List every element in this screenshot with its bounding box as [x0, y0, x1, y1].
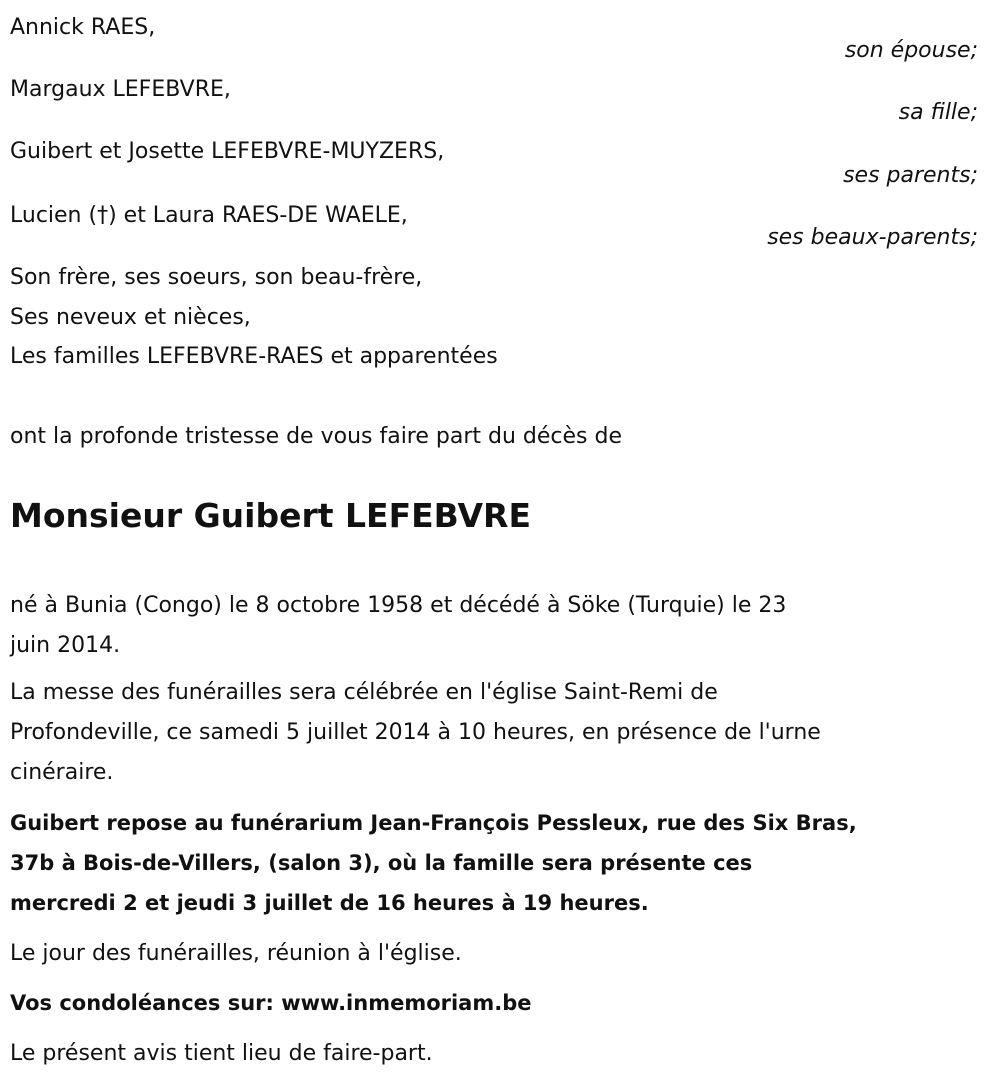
family-relation-3: ses parents;: [843, 163, 978, 188]
family-name-1: Annick RAES,: [10, 15, 156, 40]
text-line: né à Bunia (Congo) le 8 octobre 1958 et décédé à Söke (Turquie) le 23: [10, 593, 787, 618]
other-relatives-1: Son frère, ses soeurs, son beau-frère,: [10, 265, 423, 290]
deceased-name: Monsieur Guibert LEFEBVRE: [10, 496, 531, 535]
family-relation-1: son épouse;: [844, 38, 978, 63]
text-line: Guibert repose au funérarium Jean-François Pessleux, rue des Six Bras,: [10, 811, 857, 835]
birth-death-paragraph: [10, 586, 786, 666]
visitation-paragraph: [10, 803, 857, 923]
family-relation-2: sa fille;: [898, 100, 978, 125]
funeral-mass-paragraph: [10, 673, 821, 793]
condolences-link: Vos condoléances sur: www.inmemoriam.be: [10, 991, 532, 1015]
text-line: juin 2014.: [10, 633, 121, 658]
family-name-4: Lucien (†) et Laura RAES-DE WAELE,: [10, 203, 408, 228]
text-line: La messe des funérailles sera célébrée en l'église Saint-Remi de: [10, 680, 718, 705]
text-line: cinéraire.: [10, 760, 114, 785]
text-line: 37b à Bois-de-Villers, (salon 3), où la famille sera présente ces: [10, 851, 753, 875]
text-line: Profondeville, ce samedi 5 juillet 2014 à 10 heures, en présence de l'urne: [10, 720, 821, 745]
meeting-info: Le jour des funérailles, réunion à l'église.: [10, 941, 462, 966]
other-relatives-2: Ses neveux et nièces,: [10, 305, 251, 330]
family-name-2: Margaux LEFEBVRE,: [10, 77, 231, 102]
other-relatives-3: Les familles LEFEBVRE-RAES et apparentées: [10, 344, 498, 369]
announcement: ont la profonde tristesse de vous faire part du décès de: [10, 424, 622, 449]
family-relation-4: ses beaux-parents;: [767, 225, 978, 250]
notice-text: Le présent avis tient lieu de faire-part.: [10, 1041, 433, 1066]
family-name-3: Guibert et Josette LEFEBVRE-MUYZERS,: [10, 139, 445, 164]
text-line: mercredi 2 et jeudi 3 juillet de 16 heures à 19 heures.: [10, 891, 649, 915]
